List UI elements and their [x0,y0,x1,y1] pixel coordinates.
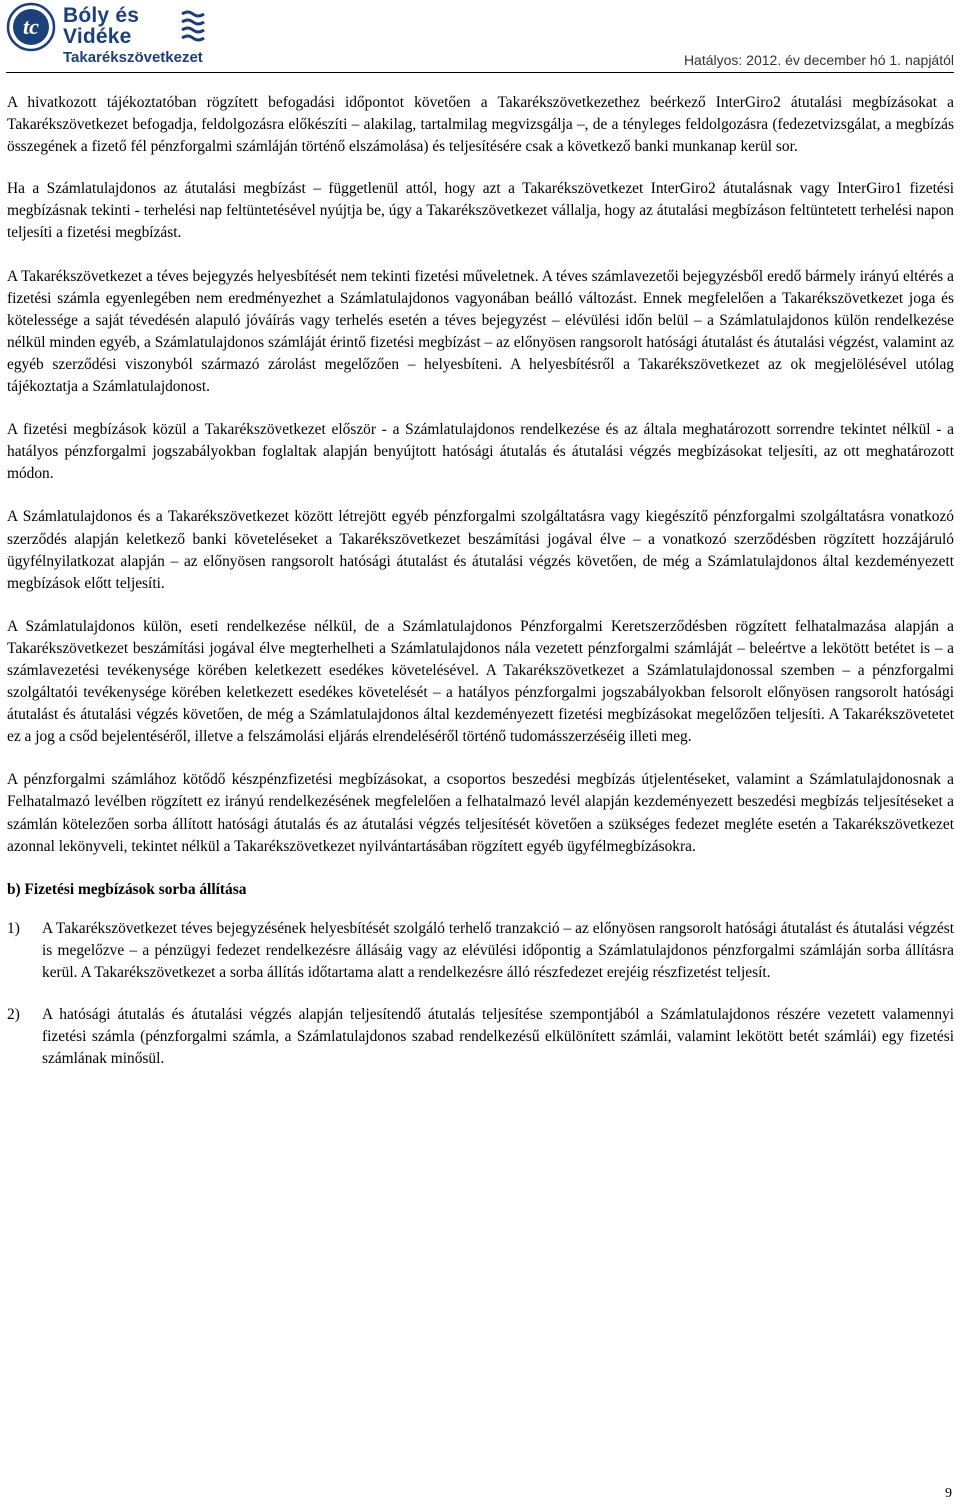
paragraph: A fizetési megbízások közül a Takarékszövetkezet először - a Számlatulajdonos rendelkezése és az általa meghatározott sorrendre tekintet nélkül - a hatályos pénzforgalmi jogszabályokban foglaltak alapján benyújtott hatósági átutalás és átutalási végzés megbízásokat teljesíti, az ott meghatározott módon. [7,421,954,483]
document-body [7,92,954,1090]
header-divider [6,72,954,73]
paragraph: A Számlatulajdonos és a Takarékszövetkezet között létrejött egyéb pénzforgalmi szolgáltatásra vagy kiegészítő pénzforgalmi szolgáltatásra vonatkozó szerződés alapján keletkező banki követeléseket a Takarékszövetkezet beszámítási jogával élve – a vonatkozó szerződésben rögzített hozzájáruló ügyfélnyilatkozat alapján – az előnyösen rangsorolt hatósági átutalást és átutalási végzés követően, de még a Számlatulajdonos által kezdeményezett megbízások előtt teljesíti. [7,508,954,592]
effective-date: Hatályos: 2012. év december hó 1. napjától [683,52,954,68]
svg-text:tc: tc [23,14,39,39]
paragraph: A Takarékszövetkezet a téves bejegyzés helyesbítését nem tekinti fizetési műveletnek. A téves számlavezetői bejegyzésből eredő bármely irányú eltérés a fizetési számla egyenlegében nem eredményezhet a Számlatulajdonos vagyonában beálló változást. Ennek megfelelően a Takarékszövetkezet joga és kötelessége a saját tévedésén alapuló jóváírás vagy terhelés esetén a téves bejegyzést – elévülési időn belül – a Számlatulajdonos külön rendelkezése nélkül minden egyéb, a Számlatulajdonos számláját érintő fizetési megbízást – az előnyösen rangsorolt hatósági átutalást és átutalási végzést, valamint az egyéb szerződési viszonyból származó zárolást megelőzően – helyesbíteni. A helyesbítésről a Takarékszövetkezet az ok megjelölésével utólag tájékoztatja a Számlatulajdonost. [7,267,954,396]
logo-waves-icon [180,8,206,48]
logo-emblem-icon [6,2,56,52]
list-item [7,918,954,984]
logo-subtitle: Takarékszövetkezet [63,49,203,66]
paragraph: Ha a Számlatulajdonos az átutalási megbízást – függetlenül attól, hogy azt a Takarékszövetkezet InterGiro2 átutalásnak vagy InterGiro1 fizetési megbízásnak tekinti - terhelési nap feltüntetésével nyújtja be, úgy a Takarékszövetkezet vállalja, hogy az átutalási megbízáson feltüntetett terhelési napon teljesíti a fizetési megbízást. [7,180,954,242]
logo-name: Bóly és Vidéke [63,4,140,48]
paragraph: A Számlatulajdonos külön, eseti rendelkezése nélkül, de a Számlatulajdonos Pénzforgalmi Keretszerződésben rögzített felhatalmazása alapján a Takarékszövetkezet beszámítási jogával élve megterhelheti a Számlatulajdonos nála vezetett pénzforgalmi számláját – beleértve a lekötött betétet is – a számlavezetési tevékenysége körében keletkezett esedékes követelésével. A Takarékszövetkezet a Számlatulajdonossal szemben – a pénzforgalmi szolgáltatói tevékenysége körében keletkezett esedékes követelését – a hatályos pénzforgalmi jogszabályokban felsorolt előnyösen rangsorolt hatósági átutalást és átutalási végzés követően, de még a Számlatulajdonos által kezdeményezett fizetési megbízásokat megelőzően teljesíti. A Takarékszövetetet ez a jog a csőd bejelentéséről, illetve a felszámolási eljárás elrendeléséről történő tudomásszerzéséig illeti meg. [7,617,954,746]
list-item-text: A Takarékszövetkezet téves bejegyzésének helyesbítését szolgáló terhelő tranzakció – az előnyösen rangsorolt hatósági átutalást és átutalási végzést is megelőzve – a pénzügyi fedezet rendelkezésre állásáig vagy az elévülési időpontig a Számlatulajdonos pénzforgalmi számláján sorba állításra kerül. A Takarékszövetkezet a sorba állítás időtartama alatt a rendelkezésre álló részfedezet erejéig részfizetést teljesít. [42,919,954,981]
bank-logo [6,2,206,66]
section-heading: b) Fizetési megbízások sorba állítása [7,880,247,898]
paragraph: A pénzforgalmi számlához kötődő készpénzfizetési megbízásokat, a csoportos beszedési megbízás útjelentéseket, valamint a Számlatulajdonosnak a Felhatalmazó levélben rögzített ez irányú rendelkezésének megfelelően a felhatalmazó levél alapján kezdeményezett beszedési megbízás teljesítéseket a számlán kötelezően sorba állított hatósági átutalás és az átutalási végzés teljesítését követően a szükséges fedezet megléte esetén a Takarékszövetkezet azonnal lekönyveli, tekintet nélkül a Takarékszövetkezet nyilvántartásában rögzített egyéb ügyfélmegbízásokra. [7,771,954,855]
list-item-number: 2) [7,1006,20,1024]
page-number: 9 [945,1486,952,1501]
list-item-number: 1) [7,919,20,937]
list-item [7,1004,954,1070]
page-header [0,0,960,78]
list-item-text: A hatósági átutalás és átutalási végzés alapján teljesítendő átutalás teljesítése szempontjából a Számlatulajdonos részére vezetett valamennyi fizetési számla (pénzforgalmi számla, a Számlatulajdonos szabad rendelkezésű elkülönített számlái, valamint lekötött betét számlái) egy fizetési számlának minősül. [42,1006,954,1068]
paragraph: A hivatkozott tájékoztatóban rögzített befogadási időpontot követően a Takarékszövetkezethez beérkező InterGiro2 átutalási megbízásokat a Takarékszövetkezet befogadja, feldolgozásra előkészíti – alakilag, tartalmilag megvizsgálja –, de a tényleges feldolgozásra (fedezetvizsgálat, a megbízás összegének a fizető fél pénzforgalmi számláján történő elszámolása) és teljesítésére csak a következő banki munkanap kerül sor. [7,94,954,156]
